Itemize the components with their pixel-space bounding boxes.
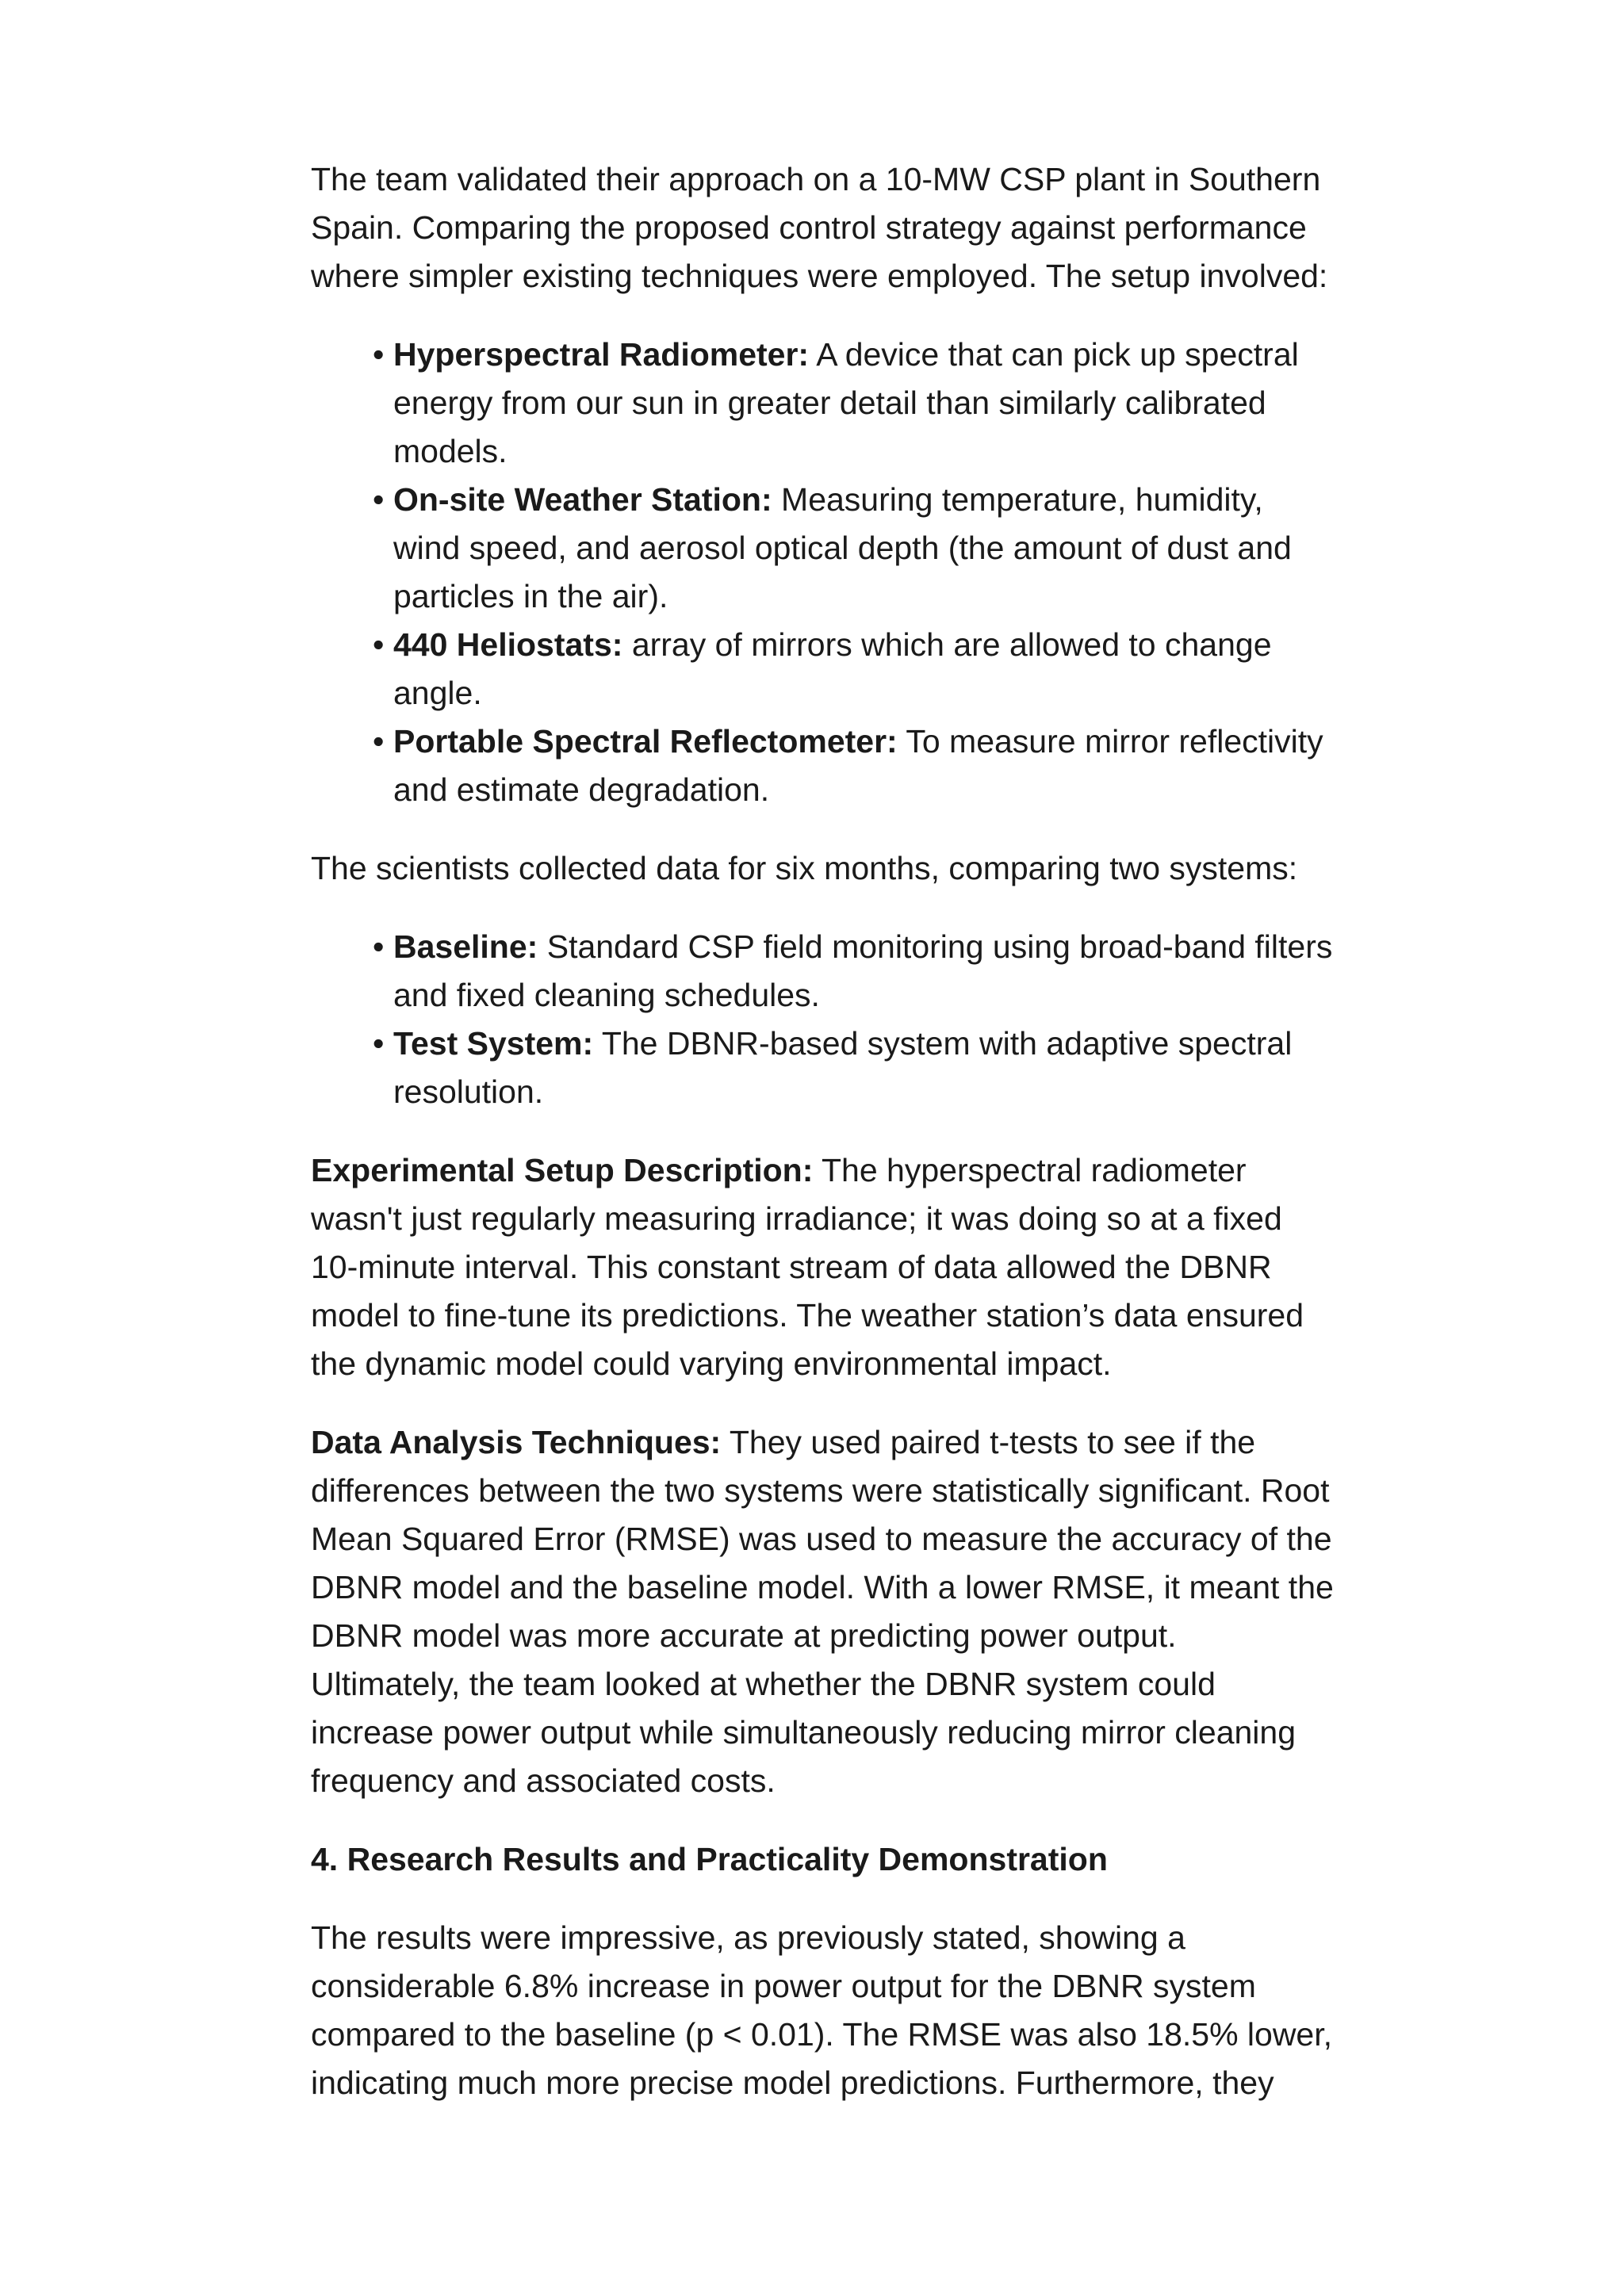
item-text: The DBNR-based system with adaptive spectral resolution. <box>393 1025 1293 1110</box>
list-item <box>373 331 1334 476</box>
item-text: A device that can pick up spectral energy from our sun in greater detail than similarly calibrated models. <box>393 336 1299 469</box>
item-label: Test System: <box>393 1025 594 1062</box>
item-text: Measuring temperature, humidity, wind speed, and aerosol optical depth (the amount of dust and particles in the air). <box>393 481 1292 614</box>
item-text: array of mirrors which are allowed to change angle. <box>393 626 1272 711</box>
paragraph-text: The hyperspectral radiometer wasn't just regularly measuring irradiance; it was doing so at a fixed 10-minute interval. This constant stream of data allowed the DBNR model to fine-tune its predictions. The weather station’s data ensured the dynamic model could varying environmental impact. <box>311 1152 1304 1382</box>
item-label: Baseline: <box>393 928 538 965</box>
bullet-icon: • <box>373 481 385 518</box>
experimental-setup-paragraph <box>311 1146 1334 1388</box>
bullet-icon: • <box>373 1025 385 1062</box>
results-paragraph: The results were impressive, as previously stated, showing a considerable 6.8% increase in power output for the DBNR system compared to the baseline (p < 0.01). The RMSE was also 18.5% lower, indicating much more precise model predictions. Furthermore, they <box>311 1919 1333 2101</box>
setup-list <box>311 331 1334 814</box>
paragraph-text: They used paired t-tests to see if the differences between the two systems were statistically significant. Root Mean Squared Error (RMSE) was used to measure the accuracy of the DBNR model and the baseline model. With a lower RMSE, it meant the DBNR model was more accurate at predicting power output. Ultimately, the team looked at whether the DBNR system could increase power output while simultaneously reducing mirror cleaning frequency and associated costs. <box>311 1424 1334 1799</box>
section-heading: 4. Research Results and Practicality Demonstration <box>311 1841 1108 1877</box>
data-analysis-paragraph <box>311 1418 1334 1805</box>
bullet-icon: • <box>373 723 385 760</box>
bullet-icon: • <box>373 336 385 373</box>
item-label: Hyperspectral Radiometer: <box>393 336 810 373</box>
list-item <box>373 718 1334 814</box>
bullet-icon: • <box>373 626 385 663</box>
item-label: Portable Spectral Reflectometer: <box>393 723 898 760</box>
systems-list <box>311 923 1334 1116</box>
bullet-icon: • <box>373 928 385 965</box>
item-label: On-site Weather Station: <box>393 481 772 518</box>
list-item <box>373 1020 1334 1116</box>
document-page <box>311 155 1334 2137</box>
paragraph-label: Data Analysis Techniques: <box>311 1424 722 1460</box>
list-item <box>373 621 1334 718</box>
item-text: To measure mirror reflectivity and estimate degradation. <box>393 723 1323 808</box>
paragraph-label: Experimental Setup Description: <box>311 1152 814 1188</box>
item-text: Standard CSP field monitoring using broad-band filters and fixed cleaning schedules. <box>393 928 1333 1013</box>
list-item <box>373 476 1334 621</box>
list-item <box>373 923 1334 1020</box>
intro-paragraph: The team validated their approach on a 10-MW CSP plant in Southern Spain. Comparing the proposed control strategy against performance where simpler existing techniques were employed. The setup involved: <box>311 161 1328 294</box>
item-label: 440 Heliostats: <box>393 626 623 663</box>
comparison-intro-paragraph: The scientists collected data for six months, comparing two systems: <box>311 850 1298 886</box>
